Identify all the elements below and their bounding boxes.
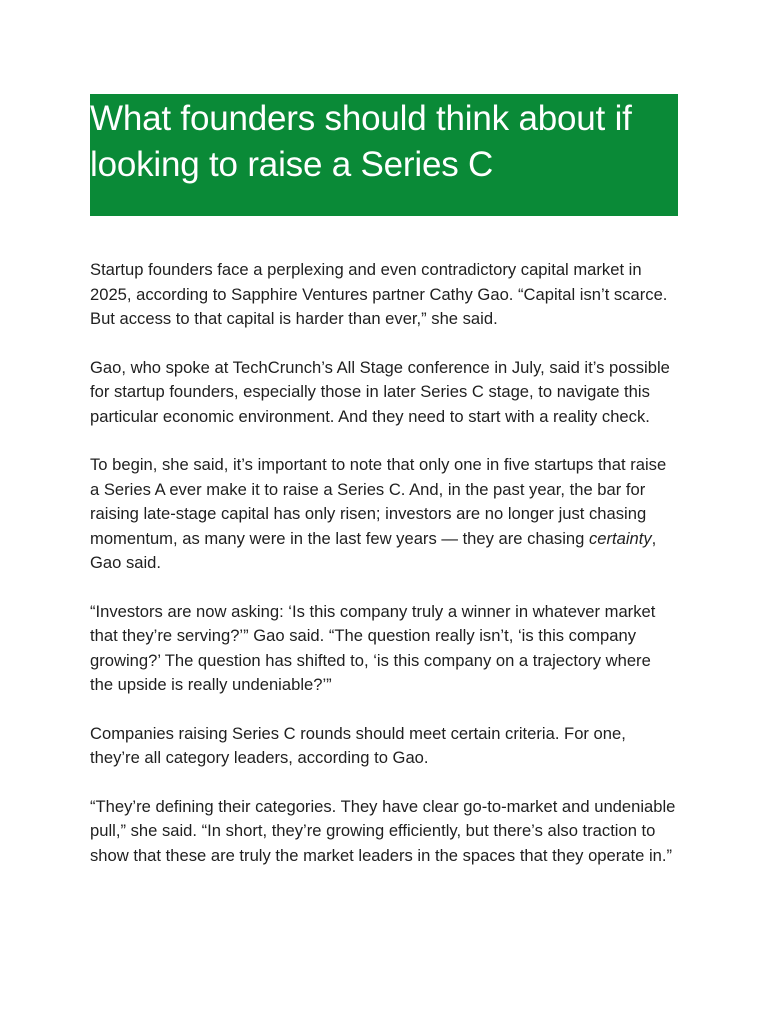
article-headline: What founders should think about if looking to raise a Series C [90, 99, 632, 184]
headline-banner [90, 94, 678, 216]
paragraph-2: Gao, who spoke at TechCrunch’s All Stage conference in July, said it’s possible for startup founders, especially those in later Series C stage, to navigate this particular economic environment. And they need to start with a reality check. [90, 357, 670, 426]
paragraph-1: Startup founders face a perplexing and even contradictory capital market in 2025, according to Sapphire Ventures partner Cathy Gao. “Capital isn’t scarce. But access to that capital is harder than ever,” she said. [90, 260, 668, 328]
paragraph-4: “Investors are now asking: ‘Is this company truly a winner in whatever market that they’re serving?’” Gao said. “The question really isn’t, ‘is this company growing?’ The question has shifted to, ‘is this company on a trajectory where the upside is really undeniable?’” [90, 601, 656, 694]
paragraph-6: “They’re defining their categories. They have clear go-to-market and undeniable pull,” she said. “In short, they’re growing efficiently, but there’s also traction to show that these are truly the market leaders in the spaces that they operate in.” [90, 796, 676, 865]
paragraph-3-emphasis: certainty [588, 528, 652, 548]
article [90, 94, 678, 892]
paragraph-3-text-after: , Gao said. [90, 528, 657, 572]
article-body [90, 258, 678, 868]
paragraph-3-text-before: To begin, she said, it’s important to note that only one in five startups that raise a Series A ever make it to raise a Series C. And, in the past year, the bar for raising late-stage capital has only risen; investors are no longer just chasing momentum, as many were in the last few years — they are chasing [90, 455, 667, 548]
paragraph-5: Companies raising Series C rounds should meet certain criteria. For one, they’re all category leaders, according to Gao. [90, 723, 626, 767]
paragraph-3 [90, 453, 678, 576]
